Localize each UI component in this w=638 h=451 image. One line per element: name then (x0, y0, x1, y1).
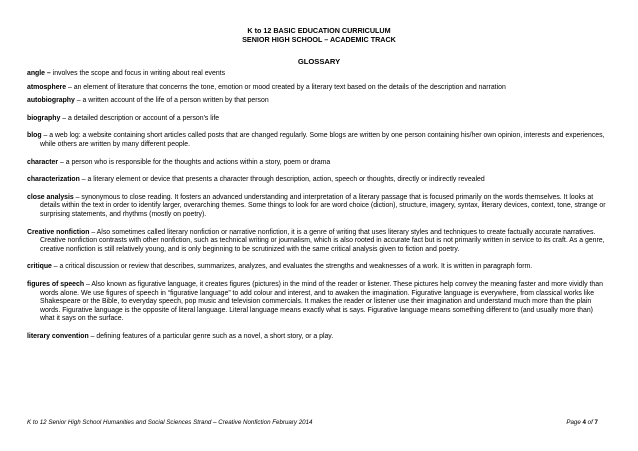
page-header (0, 27, 638, 44)
glossary-definition: – a person who is responsible for the thoughts and actions within a story, poem or drama (58, 158, 331, 166)
glossary-entry (27, 176, 609, 185)
glossary-term: angle – (27, 70, 51, 77)
glossary-entry (27, 333, 609, 342)
glossary-definition: – synonymous to close reading. It fosters an advanced understanding and interpretation of a literary passage that is focused primarily on the words themselves. It looks at details within the text in order to identify larger, overarching themes. Some things to look for are word choice (diction), structure, imagery, syntax, literary devices, context, tone, strange or surprising statements, and rhythms (mostly on poetry). (40, 193, 606, 218)
glossary-entry (27, 229, 609, 255)
header-line-1: K to 12 BASIC EDUCATION CURRICULUM (247, 26, 391, 35)
glossary-term: close analysis (27, 193, 74, 201)
glossary-list (27, 70, 609, 341)
glossary-entry (27, 281, 609, 324)
glossary-entry (27, 115, 609, 124)
glossary-term: blog (27, 132, 42, 140)
of-label: of (585, 419, 595, 426)
glossary-term: literary convention (27, 332, 89, 340)
header-line-2: SENIOR HIGH SCHOOL – ACADEMIC TRACK (242, 34, 396, 44)
glossary-term: character (27, 158, 59, 166)
glossary-title: GLOSSARY (297, 57, 341, 66)
total-pages: 7 (594, 419, 598, 426)
glossary-definition: – Also known as figurative language, it creates figures (pictures) in the mind of the reader or listener. These pictures help convey the meaning faster and more vividly than words alone. We use figures of speech in “figurative language” to add colour and interest, and to awaken the imagination. Figurative language is everywhere, from classical works like Shakespeare or the Bible, to everyday speech, pop music and television commercials. It makes the reader or listener use their imagination and understand much more than the plain words. Figurative language is the opposite of literal language. Literal language means exactly what is says. Figurative language means something different to (and usually more than) what it says on the surface. (40, 280, 603, 323)
page-number (566, 419, 598, 426)
glossary-entry (27, 84, 609, 93)
glossary-term: figures of speech (27, 280, 85, 288)
current-page: 4 (582, 419, 586, 426)
glossary-entry (27, 70, 609, 79)
glossary-term: Creative nonfiction (27, 228, 90, 236)
glossary-term: biography (27, 114, 61, 122)
glossary-term: atmosphere (27, 83, 67, 91)
footer-document-title: K to 12 Senior High School Humanities and Social Sciences Strand – Creative Nonfiction February 2014 (27, 419, 313, 426)
glossary-definition: – an element of literature that concerns the tone, emotion or mood created by a literary text based on the details of the description and narration (66, 83, 506, 91)
glossary-entry (27, 194, 609, 220)
glossary-definition: – a detailed description or account of a person's life (60, 114, 220, 122)
glossary-definition: involves the scope and focus in writing about real events (50, 70, 226, 77)
glossary-entry (27, 159, 609, 168)
glossary-definition: – defining features of a particular genre such as a novel, a short story, or a play. (88, 332, 334, 340)
glossary-term: critique (27, 263, 52, 271)
glossary-definition: – Also sometimes called literary nonfiction or narrative nonfiction, it is a genre of writing that uses literary styles and techniques to create factually accurate narratives. Creative nonfiction contrasts with other nonfiction, such as technical writing or journalism, which is also rooted in accurate fact but is not primarily written in service to its craft. As a genre, creative nonfiction is still relatively young, and is only beginning to be scrutinized with the same critical analysis given to fiction and poetry. (40, 228, 605, 253)
glossary-entry (27, 97, 609, 106)
glossary-term: autobiography (27, 97, 75, 105)
glossary-definition: – a critical discussion or review that describes, summarizes, analyzes, and evaluates the strengths and weaknesses of a work. It is written in paragraph form. (51, 263, 533, 271)
glossary-definition: – a written account of the life of a person written by that person (74, 97, 269, 105)
glossary-entry (27, 263, 609, 272)
glossary-entry (27, 132, 609, 149)
glossary-term: characterization (27, 176, 80, 184)
page-label: Page (566, 419, 583, 426)
glossary-definition: – a literary element or device that presents a character through description, action, speech or thoughts, directly or indirectly revealed (79, 176, 485, 184)
glossary-definition: – a web log: a website containing short articles called posts that are changed regularly. Some blogs are written by one person containing his/her own opinion, interests and experiences, while others are written by many different people. (40, 132, 605, 148)
